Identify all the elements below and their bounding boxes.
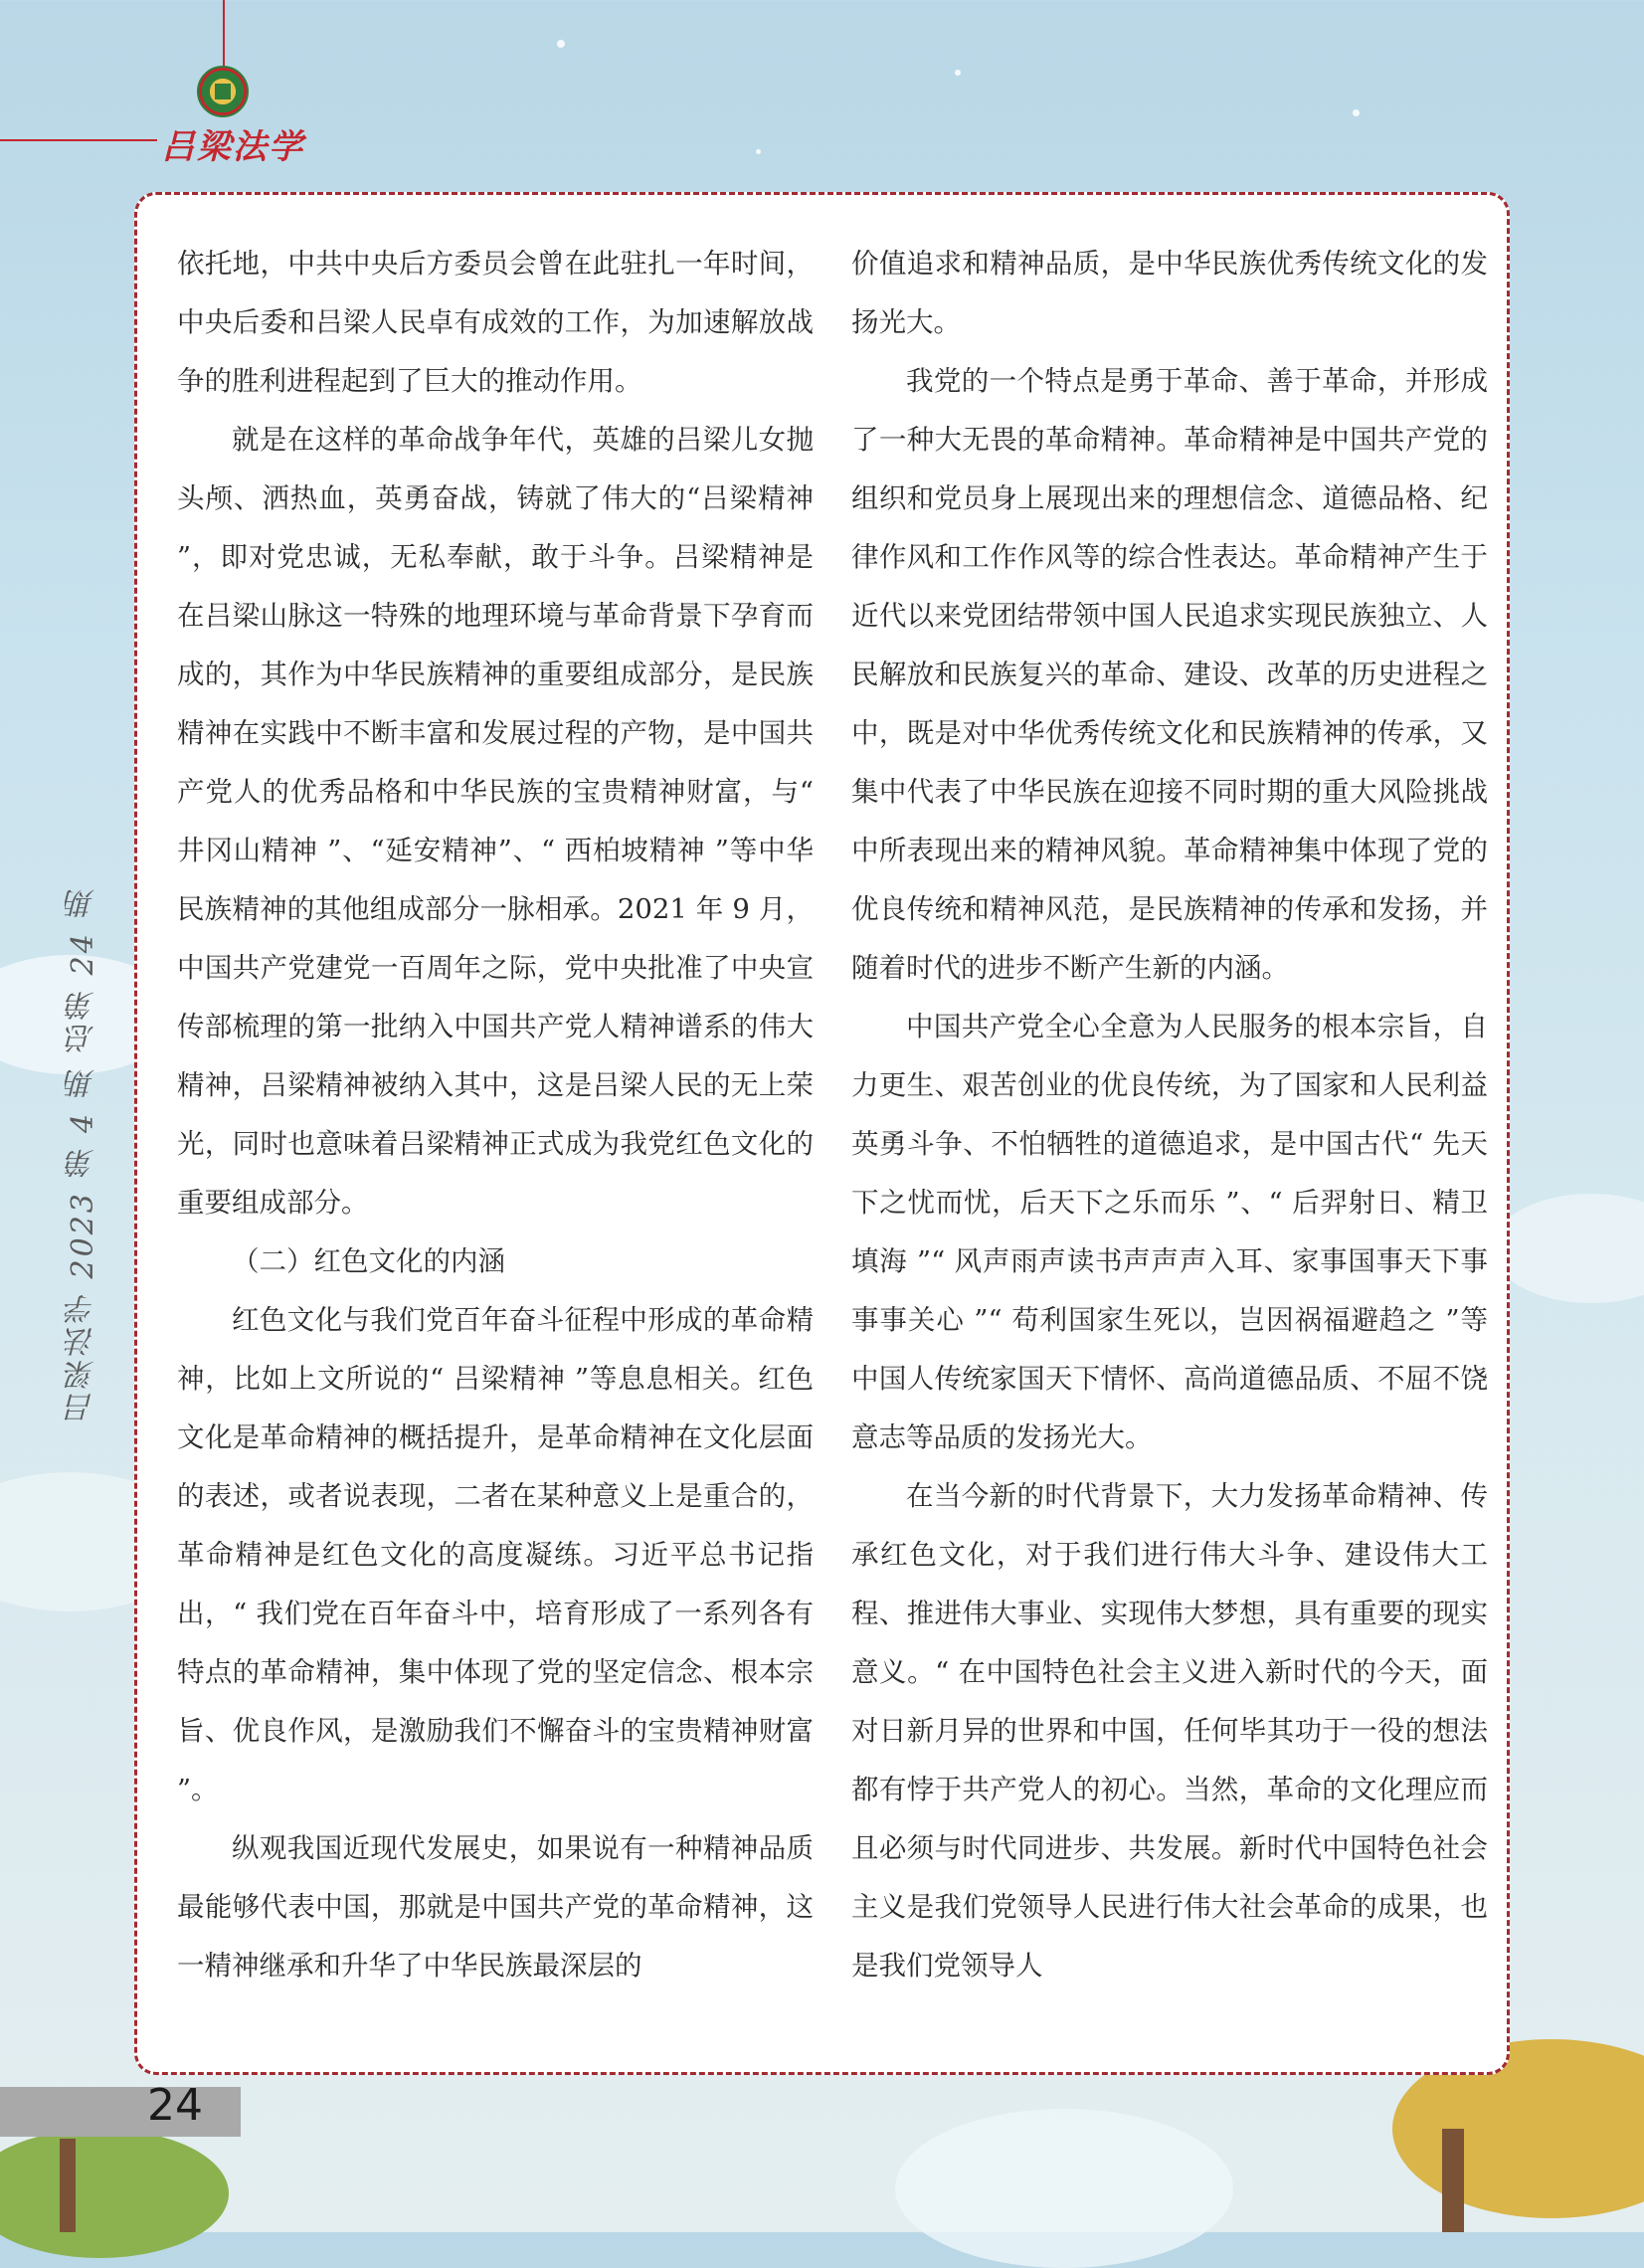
sky-star	[1353, 109, 1360, 116]
journal-emblem-icon	[197, 66, 249, 117]
issue-label: 吕梁法学 2023 第 4 期 总第 24 期	[66, 885, 100, 1422]
page-number-bar	[0, 2087, 241, 2137]
paragraph: 就是在这样的革命战争年代，英雄的吕梁儿女抛头颅、洒热血，英勇奋战，铸就了伟大的“吕梁精神 ”，即对党忠诚，无私奉献，敢于斗争。吕梁精神是在吕梁山脉这一特殊的地理环境与革命背景下孕育而成的，其作为中华民族精神的重要组成部分，是民族精神在实践中不断丰富和发展过程的产物，是中国共产党人的优秀品格和中华民族的宝贵精神财富，与“ 井冈山精神 ”、“延安精神”、“ 西柏坡精神 ”等中华民族精神的其他组成部分一脉相承。2021 年 9 月，中国共产党建党一百周年之际，党中央批准了中央宣传部梳理的第一批纳入中国共产党人精神谱系的伟大精神，吕梁精神被纳入其中，这是吕梁人民的无上荣光，同时也意味着吕梁精神正式成为我党红色文化的重要组成部分。	[177, 424, 814, 1219]
section-subheading: （二）红色文化的内涵	[232, 1245, 505, 1277]
background-tree-trunk	[60, 2139, 76, 2232]
paragraph: 红色文化与我们党百年奋斗征程中形成的革命精神，比如上文所说的“ 吕梁精神 ”等息息相关。红色文化是革命精神的概括提升，是革命精神在文化层面的表述，或者说表现，二者在某种意义上是重合的，革命精神是红色文化的高度凝练。习近平总书记指出，“ 我们党在百年奋斗中，培育形成了一系列各有特点的革命精神，集中体现了党的坚定信念、根本宗旨、优良作风，是激励我们不懈奋斗的宝贵精神财富 ”。	[177, 1304, 814, 1805]
sky-star	[557, 40, 565, 48]
background-cloud	[1492, 1194, 1644, 1303]
article-content-box	[134, 192, 1510, 2075]
paragraph: 在当今新的时代背景下，大力发扬革命精神、传承红色文化，对于我们进行伟大斗争、建设伟大工程、推进伟大事业、实现伟大梦想，具有重要的现实意义。“ 在中国特色社会主义进入新时代的今天，面对日新月异的世界和中国，任何毕其功于一役的想法都有悖于共产党人的初心。当然，革命的文化理应而且必须与时代同进步、共发展。新时代中国特色社会主义是我们党领导人民进行伟大社会革命的成果，也是我们党领导人	[851, 1480, 1488, 1982]
paragraph: 中国共产党全心全意为人民服务的根本宗旨，自力更生、艰苦创业的优良传统，为了国家和人民利益英勇斗争、不怕牺牲的道德追求，是中国古代“ 先天下之忧而忧，后天下之乐而乐 ”、“ 后羿射日、精卫填海 ”“ 风声雨声读书声声声入耳、家事国事天下事事事关心 ”“ 苟利国家生死以，岂因祸福避趋之 ”等中国人传统家国天下情怀、高尚道德品质、不屈不饶意志等品质的发扬光大。	[851, 1011, 1488, 1453]
sky-star	[955, 70, 961, 76]
paragraph: 依托地，中共中央后方委员会曾在此驻扎一年时间，中央后委和吕梁人民卓有成效的工作，为加速解放战争的胜利进程起到了巨大的推动作用。	[177, 248, 814, 397]
background-tree-trunk	[1442, 2129, 1464, 2232]
sky-star	[756, 149, 761, 154]
article-column-left	[177, 235, 814, 1995]
background-tree	[0, 2129, 229, 2258]
header-rule-vertical	[223, 0, 225, 72]
paragraph: 纵观我国近现代发展史，如果说有一种精神品质最能够代表中国，那就是中国共产党的革命精神，这一精神继承和升华了中华民族最深层的	[177, 1832, 814, 1982]
background-cloud	[895, 2109, 1233, 2268]
journal-logo: 吕梁法学	[161, 127, 304, 167]
paragraph: 价值追求和精神品质，是中华民族优秀传统文化的发扬光大。	[851, 248, 1488, 338]
emblem-center	[215, 84, 231, 99]
page-number: 24	[147, 2080, 203, 2131]
paragraph: 我党的一个特点是勇于革命、善于革命，并形成了一种大无畏的革命精神。革命精神是中国共产党的组织和党员身上展现出来的理想信念、道德品格、纪律作风和工作作风等的综合性表达。革命精神产生于近代以来党团结带领中国人民追求实现民族独立、人民解放和民族复兴的革命、建设、改革的历史进程之中，既是对中华优秀传统文化和民族精神的传承，又集中代表了中华民族在迎接不同时期的重大风险挑战中所表现出来的精神风貌。革命精神集中体现了党的优良传统和精神风范，是民族精神的传承和发扬，并随着时代的进步不断产生新的内涵。	[851, 365, 1488, 984]
article-column-right	[851, 235, 1488, 1995]
header-rule-horizontal	[0, 139, 157, 141]
